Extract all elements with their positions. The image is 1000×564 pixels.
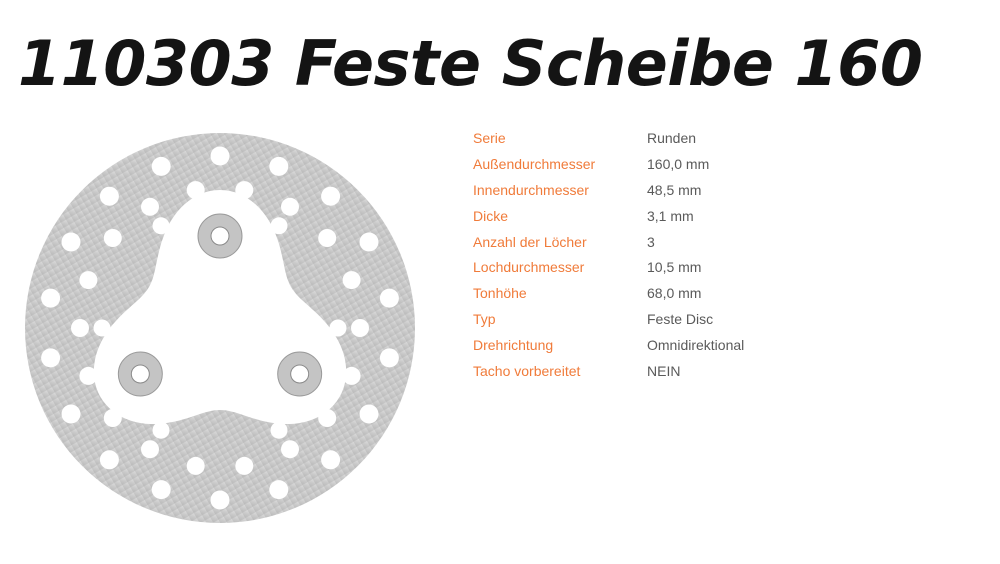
- brake-disc-image: [20, 128, 420, 528]
- spec-value: 3,1 mm: [647, 207, 694, 224]
- spec-table: [473, 125, 973, 384]
- spec-label: Typ: [473, 311, 496, 328]
- spec-label: Drehrichtung: [473, 337, 554, 354]
- spec-label: Serie: [473, 129, 506, 146]
- spec-label: Innendurchmesser: [473, 181, 589, 198]
- mounting-hole: [211, 227, 229, 245]
- spec-label: Lochdurchmesser: [473, 259, 585, 276]
- spec-row: [473, 306, 973, 332]
- spec-value: Omnidirektional: [647, 337, 745, 354]
- spec-label: Anzahl der Löcher: [473, 233, 587, 250]
- spec-row: [473, 229, 973, 255]
- mounting-hole: [291, 365, 309, 383]
- spec-row: [473, 177, 973, 203]
- spec-label: Außendurchmesser: [473, 155, 596, 172]
- spec-value: 160,0 mm: [647, 155, 710, 172]
- spec-label: Tonhöhe: [473, 285, 527, 302]
- spec-value: 48,5 mm: [647, 181, 702, 198]
- spec-value: 68,0 mm: [647, 285, 702, 302]
- spec-row: [473, 125, 973, 151]
- brake-disc-icon: [20, 128, 420, 528]
- spec-value: Feste Disc: [647, 311, 714, 328]
- spec-row: [473, 203, 973, 229]
- spec-label: Tacho vorbereitet: [473, 362, 581, 379]
- spec-row: [473, 358, 973, 384]
- spec-value: 10,5 mm: [647, 259, 702, 276]
- product-title: 110303 Feste Scheibe 160: [18, 27, 923, 100]
- spec-value: 3: [647, 233, 655, 250]
- spec-row: [473, 151, 973, 177]
- spec-value: Runden: [647, 129, 697, 146]
- spec-row: [473, 332, 973, 358]
- spec-row: [473, 254, 973, 280]
- spec-value: NEIN: [647, 362, 681, 379]
- spec-label: Dicke: [473, 207, 509, 224]
- mounting-hole: [131, 365, 149, 383]
- spec-row: [473, 280, 973, 306]
